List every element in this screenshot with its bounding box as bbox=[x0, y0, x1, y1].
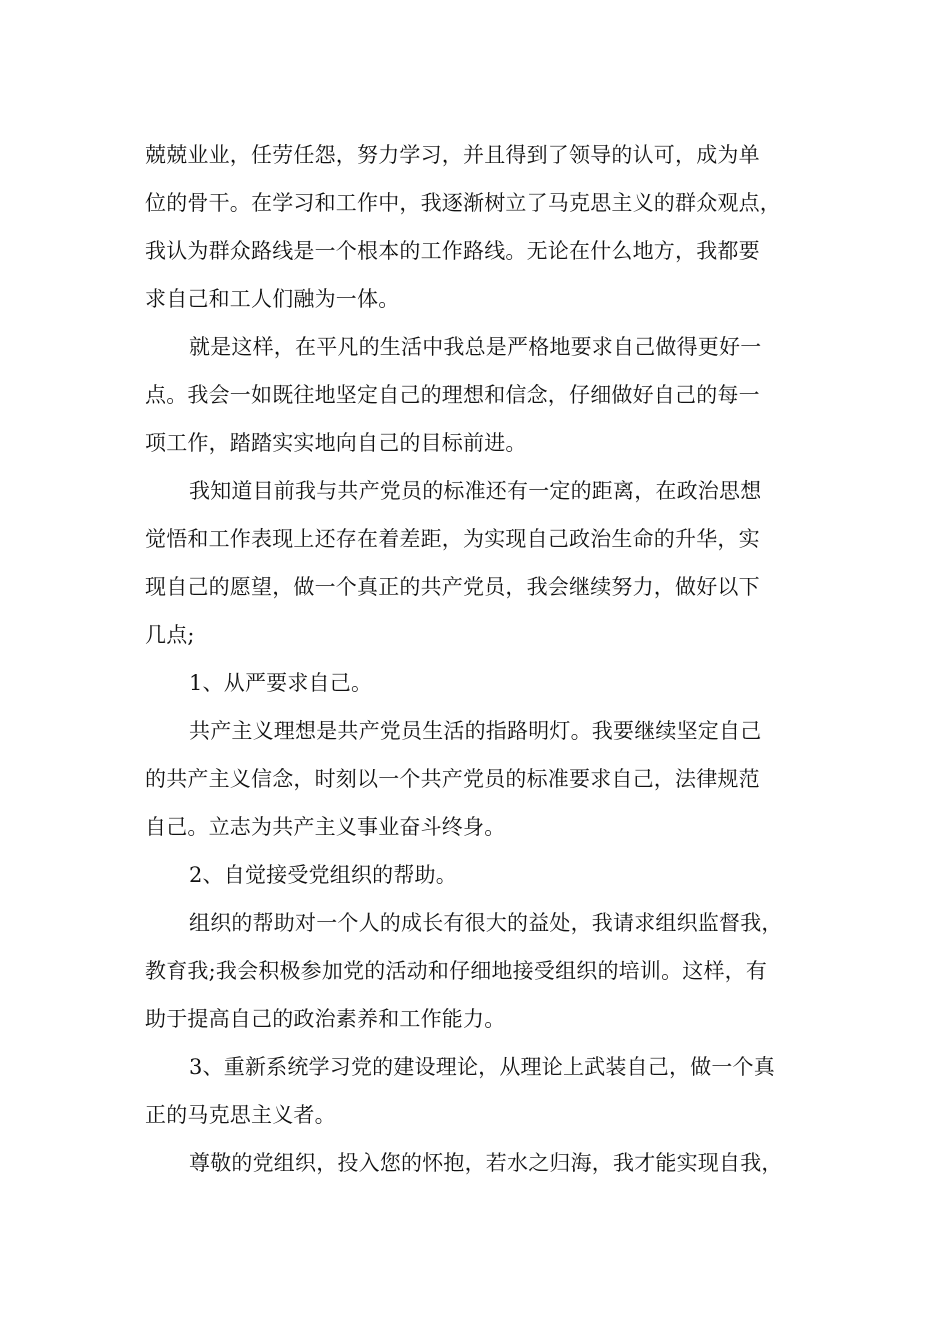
text-line: 几点; bbox=[145, 623, 195, 647]
text-line: 位的骨干。在学习和工作中，我逐渐树立了马克思主义的群众观点， bbox=[145, 191, 781, 215]
text-line: 就是这样，在平凡的生活中我总是严格地要求自己做得更好一 bbox=[189, 335, 762, 359]
text-line: 点。我会一如既往地坚定自己的理想和信念，仔细做好自己的每一 bbox=[145, 383, 760, 407]
list-item-heading: 3、重新系统学习党的建设理论，从理论上武装自己，做一个真 bbox=[189, 1055, 775, 1079]
text-line: 尊敬的党组织，投入您的怀抱，若水之归海，我才能实现自我， bbox=[189, 1151, 783, 1175]
text-line: 的共产主义信念，时刻以一个共产党员的标准要求自己，法律规范 bbox=[145, 767, 760, 791]
text-line: 项工作，踏踏实实地向自己的目标前进。 bbox=[145, 431, 527, 455]
text-line: 我知道目前我与共产党员的标准还有一定的距离，在政治思想 bbox=[189, 479, 762, 503]
document-body bbox=[145, 131, 809, 1187]
text-line: 自己。立志为共产主义事业奋斗终身。 bbox=[145, 815, 506, 839]
list-item-heading: 2、自觉接受党组织的帮助。 bbox=[189, 863, 457, 887]
text-line: 助于提高自己的政治素养和工作能力。 bbox=[145, 1007, 506, 1031]
text-line: 现自己的愿望，做一个真正的共产党员，我会继续努力，做好以下 bbox=[145, 575, 760, 599]
text-line: 组织的帮助对一个人的成长有很大的益处，我请求组织监督我， bbox=[189, 911, 783, 935]
text-line: 求自己和工人们融为一体。 bbox=[145, 287, 400, 311]
text-line: 兢兢业业，任劳任怨，努力学习，并且得到了领导的认可，成为单 bbox=[145, 143, 760, 167]
text-line: 教育我;我会积极参加党的活动和仔细地接受组织的培训。这样，有 bbox=[145, 959, 768, 983]
text-line: 正的马克思主义者。 bbox=[145, 1103, 336, 1127]
text-line: 我认为群众路线是一个根本的工作路线。无论在什么地方，我都要 bbox=[145, 239, 760, 263]
text-line: 觉悟和工作表现上还存在着差距，为实现自己政治生命的升华，实 bbox=[145, 527, 760, 551]
text-line: 共产主义理想是共产党员生活的指路明灯。我要继续坚定自己 bbox=[189, 719, 762, 743]
list-item-heading: 1、从严要求自己。 bbox=[189, 671, 373, 695]
